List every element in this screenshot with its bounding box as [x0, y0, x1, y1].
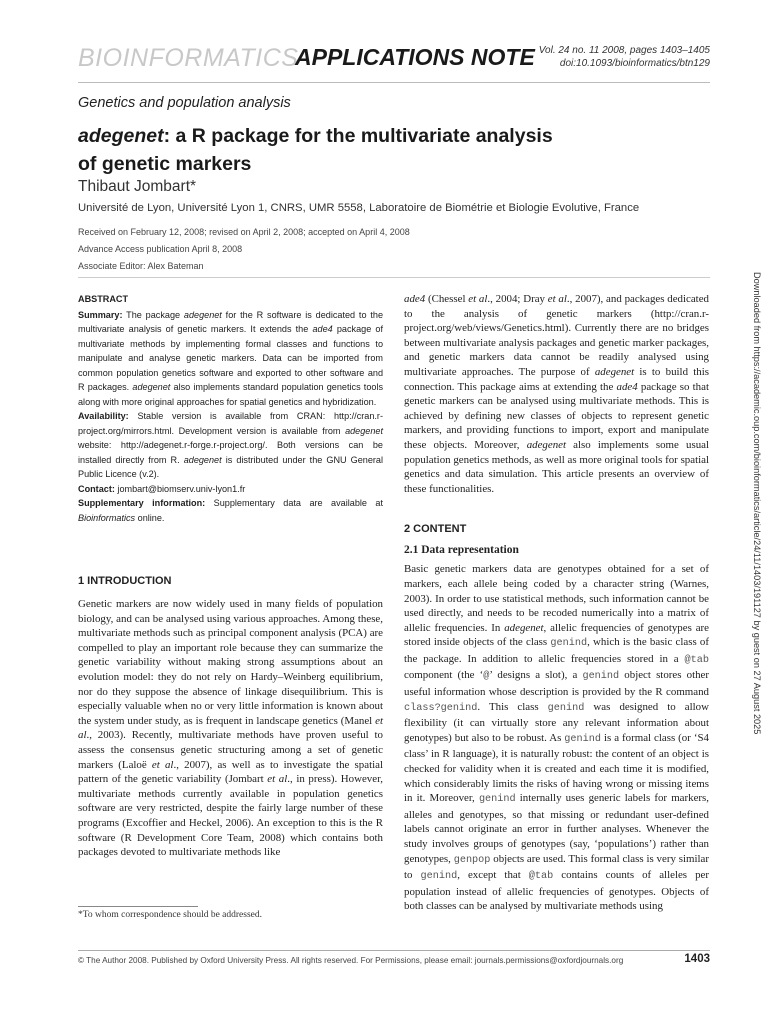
intro-etal: et al — [151, 758, 174, 771]
availability-pkg: adegenet — [183, 454, 222, 465]
content-text: Basic genetic markers data are genotypes obtained for a set of markers, each allele being coded by a character string (Warnes, 2003). In order to use statistical methods, such information cannot be used directly, and needs to be recoded numerically into a matrix of allelic frequencies. In — [404, 563, 709, 634]
publication-dates — [78, 224, 410, 275]
intro-text: ., 2007), and packages dedicated to the analysis of genetic markers (http://cran.r-project.org/web/views/Genetics.html). Currently there are no bridges between multivariate analysis packages and genetic marker packages, and genetic markers data cannot be readily analysed using multivariate approaches. The purpose of — [404, 293, 709, 378]
pkg-ref: adegenet — [504, 621, 544, 634]
page-number: 1403 — [684, 953, 710, 965]
section-heading: Genetics and population analysis — [78, 95, 291, 111]
summary-label: Summary: — [78, 309, 123, 320]
journal-name: BIOINFORMATICS — [78, 44, 299, 72]
code-class: class?genind — [404, 702, 478, 714]
ade4-ref: ade4 — [404, 293, 426, 305]
supp-journal: Bioinformatics — [78, 512, 136, 523]
associate-editor: Associate Editor: Alex Bateman — [78, 261, 204, 271]
abstract-contact — [78, 482, 383, 497]
content-text: was designed to allow flexibility (it can virtually store any relevant information about genotypes) but also to be robust. As — [404, 700, 709, 744]
intro-paragraph — [78, 597, 383, 860]
content-heading: 2 CONTENT — [404, 523, 467, 536]
title-part-2: of genetic markers — [78, 153, 252, 175]
intro-text: package so that genetic markers can be analysed using multivariate methods. This is achieved by defining new classes of objects to represent genetic markers, and providing functions to import, export and manipulate these objects. Moreover, — [404, 380, 709, 451]
ade4-ref: ade4 — [616, 380, 638, 393]
code-tab: @tab — [684, 654, 709, 666]
content-text: , which is the basic class of the package. In addition to allelic frequencies stored in a — [404, 636, 709, 665]
code-at: @ — [483, 671, 490, 683]
availability-pkg: adegenet — [345, 425, 383, 436]
availability-label: Availability: — [78, 411, 129, 421]
footnote: *To whom correspondence should be addressed. — [78, 910, 263, 920]
code-genind: genind — [547, 702, 585, 714]
code-genpop: genpop — [453, 854, 491, 866]
title-package: adegenet — [78, 125, 164, 147]
intro-continued — [404, 292, 709, 496]
content-text: contains counts of alleles per population instead of allelic frequencies of genotypes. Objects of both classes can be analysed by multivariate methods using — [404, 869, 709, 913]
summary-ade4: ade4 — [312, 324, 333, 334]
summary-text: for the R software is dedicated to the multivariate analysis of genetic markers. It extends the — [78, 309, 383, 334]
intro-etal: et al — [78, 714, 383, 742]
pkg-ref: adegenet — [526, 438, 566, 451]
intro-text: ., 2003). Recently, multivariate methods have proven useful to assess the consensus genetic structuring among a set of genetic markers (Laloë — [78, 729, 383, 771]
download-note — [744, 272, 762, 892]
code-genind: genind — [478, 794, 516, 806]
author: Thibaut Jombart* — [78, 178, 197, 195]
received-dates: Received on February 12, 2008; revised on April 2, 2008; accepted on April 4, 2008 — [78, 227, 410, 237]
right-column — [404, 292, 709, 914]
content-text: ’ designs a slot), a — [489, 669, 583, 682]
availability-text: website: http://adegenet.r-forge.r-project.org/. Both versions can be installed directly from R. — [78, 440, 383, 465]
availability-text: Stable version is available from CRAN: http://cran.r-project.org/mirrors.html. Development version is available from — [78, 411, 383, 436]
code-genind: genind — [564, 733, 601, 745]
intro-etal: et al — [547, 293, 567, 305]
article-type: APPLICATIONS NOTE — [295, 44, 535, 70]
left-column — [78, 292, 383, 860]
pkg-ref: adegenet — [594, 365, 635, 378]
summary-pkg: adegenet — [183, 309, 222, 320]
summary-text: The package — [122, 309, 184, 320]
affiliation: Université de Lyon, Université Lyon 1, CNRS, UMR 5558, Laboratoire de Biométrie et Biologie Evolutive, France — [78, 202, 640, 214]
abstract-availability — [78, 409, 383, 482]
intro-text: is to build this connection. This package aims at extending the — [404, 365, 709, 393]
volume-pages: Vol. 24 no. 11 2008, pages 1403–1405 — [538, 45, 710, 56]
content-text: is a formal class (or ‘S4 class’ in R language), it is naturally robust: the content of an object is checked for validity when it is created and each time it is modified, which considerably limits the risks of having wrong or missing items in it. Moreover, — [404, 731, 709, 805]
content-text: component (the ‘ — [404, 669, 484, 682]
content-text: objects are used. This formal class is very similar to — [404, 852, 709, 882]
doi: doi:10.1093/bioinformatics/btn129 — [559, 58, 710, 69]
abstract-supplementary — [78, 496, 383, 525]
supp-text: online. — [135, 512, 165, 523]
contact-label: Contact: — [78, 483, 115, 494]
supp-text: Supplementary data are available at — [205, 498, 383, 508]
intro-heading: 1 INTRODUCTION — [78, 575, 172, 587]
article-title — [78, 122, 678, 178]
footnote-rule — [78, 906, 198, 907]
abstract-summary — [78, 308, 383, 410]
dates-rule — [78, 277, 710, 278]
intro-text: ., 2004; Dray — [487, 293, 548, 305]
footer-rule — [78, 950, 710, 951]
header-rule — [78, 82, 710, 83]
code-genind: genind — [550, 638, 588, 650]
contact-email: jombart@biomserv.univ-lyon1.fr — [114, 483, 246, 494]
data-representation-heading: 2.1 Data representation — [404, 544, 519, 557]
volume-info — [539, 44, 710, 70]
code-tab: @tab — [528, 871, 554, 883]
content-paragraph — [404, 562, 709, 914]
abstract — [78, 292, 383, 525]
content-text: , except that — [457, 869, 529, 882]
supp-label: Supplementary information: — [78, 498, 206, 508]
content-text: , allelic frequencies of genotypes are stored inside objects of the class — [404, 621, 709, 649]
intro-text: also implements some usual population genetics methods, as well as more original tools for spatial genetics and data simulation. This article presents an overview of these functionalities. — [404, 438, 710, 495]
advance-access: Advance Access publication April 8, 2008 — [78, 244, 243, 254]
summary-pkg: adegenet — [132, 382, 171, 392]
title-part-1: : a R package for the multivariate analysis — [163, 125, 553, 147]
journal-header — [78, 40, 710, 80]
content-text: object stores other useful information whose description is provided by the R command — [404, 669, 710, 699]
summary-text: also implements standard population genetics tools along with more original approaches for spatial genetics and hybridization. — [78, 382, 384, 407]
download-note-text: Downloaded from https://academic.oup.com/bioinformatics/article/24/11/1403/191127 by guest on 27 August 2025 — [752, 272, 762, 735]
content-text: . This class — [477, 700, 548, 713]
content-text: internally uses generic labels for markers, alleles and genotypes, so that missing or redundant user-defined labels cannot originate an error in further analyses. Whenever the study involves groups of genotypes (say, ‘populations’) rather than genotypes, — [404, 792, 709, 865]
abstract-heading: ABSTRACT — [78, 294, 129, 304]
intro-text: Genetic markers are now widely used in many fields of population biology, and can be analysed using various approaches. Among these, multivariate methods such as principal component analysis (PCA) are compelled to play an important role because they can summarize the genetic variability without making strong assumptions about an evolution model: they do not rely on Hardy–Weinberg equilibrium, nor do they suppose the absence of linkage disequilibrium. This is especially valuable when no or very little information is known about the system under study, as is frequent in landscape genetics (Manel — [78, 598, 383, 727]
copyright-notice: © The Author 2008. Published by Oxford University Press. All rights reserved. For Permissions, please email: journals.permissions@oxfordjournals.org — [78, 956, 624, 965]
intro-etal: et al — [267, 773, 288, 786]
intro-text: (Chessel — [425, 293, 469, 305]
availability-text: is distributed under the GNU General Public Licence (v.2). — [78, 454, 383, 479]
code-genind: genind — [420, 871, 458, 883]
intro-text: ., 2007), as well as to investigate the spatial pattern of the genetic variability (Jombart — [78, 758, 383, 786]
code-genind: genind — [582, 671, 620, 683]
summary-text: package of multivariate methods by implementing formal classes and functions to manipulate and analyse genetic markers. Data can be imported from common population genetics software and exported to other software and R packages. — [78, 324, 383, 392]
intro-text: ., in press). However, multivariate methods currently available in population genetics software are very restricted, despite the fairly large number of these programs (Excoffier and Heckel, 2006). An exception to this is the R software (R Development Core Team, 2008) which contains both packages devoted to multivariate methods like — [78, 773, 383, 859]
intro-etal: et al — [468, 293, 488, 305]
